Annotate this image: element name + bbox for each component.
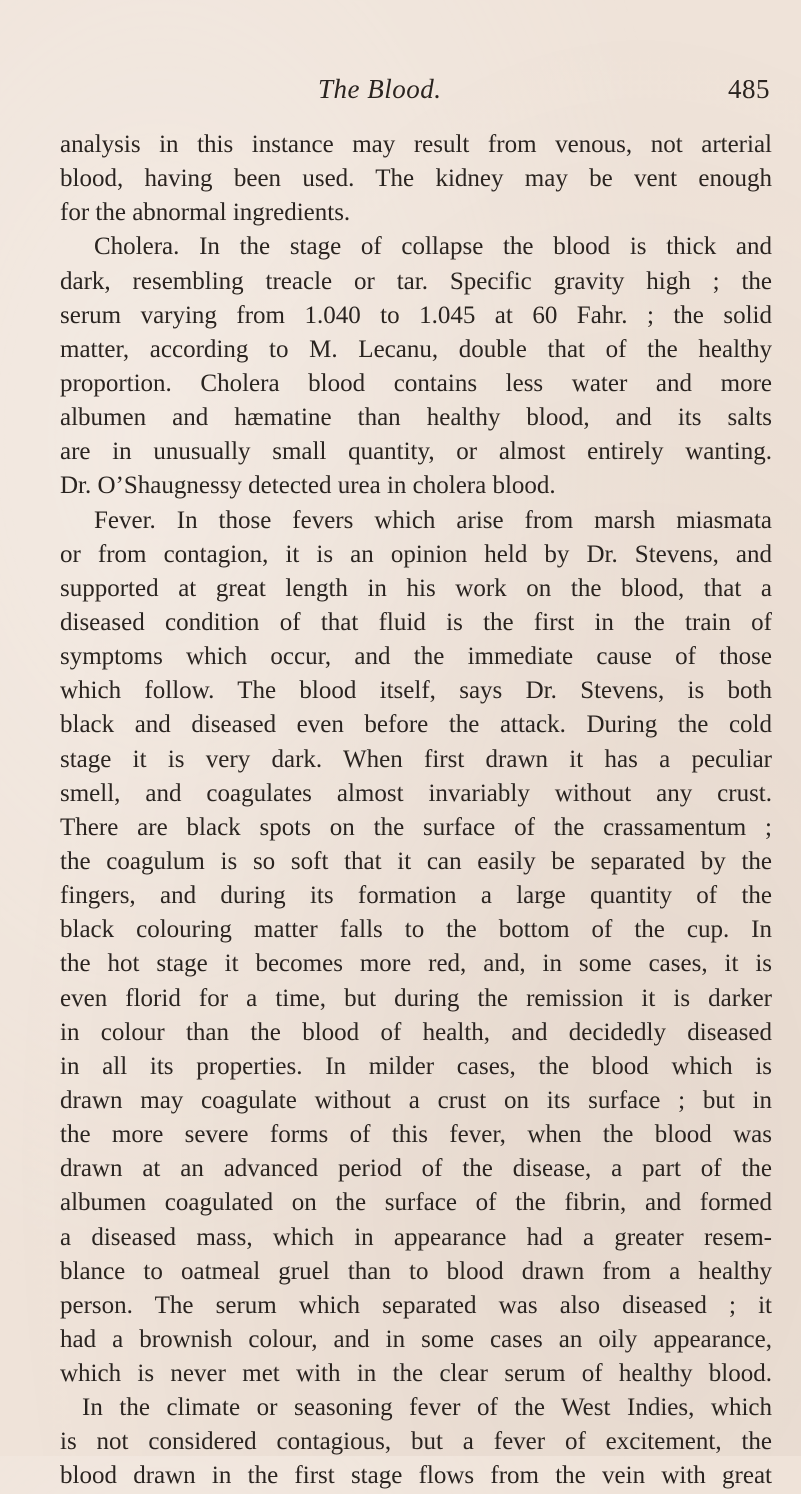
text-line: albumen coagulated on the surface of the fibrin, and formed [60,1189,772,1217]
text-line: which follow. The blood itself, says Dr. Stevens, is both [60,677,772,705]
text-line: had a brownish colour, and in some cases an oily appearance, [60,1325,772,1353]
text-line: is not considered contagious, but a fever of excitement, the [60,1428,772,1456]
text-line: blood drawn in the first stage flows from the vein with great [60,1462,772,1490]
text-line: dark, resembling treacle or tar. Specific gravity high ; the [60,267,772,295]
text-line: the coagulum is so soft that it can easily be separated by the [60,847,772,875]
text-line: analysis in this instance may result from venous, not arterial [60,131,772,158]
text-line: drawn at an advanced period of the disease, a part of the [60,1155,772,1183]
text-line: the more severe forms of this fever, when the blood was [60,1121,772,1149]
text-line: even florid for a time, but during the remission it is darker [60,984,772,1012]
text-line: Fever. In those fevers which arise from marsh miasmata [94,506,772,534]
text-line: smell, and coagulates almost invariably without any crust. [60,779,772,807]
text-line: black and diseased even before the attack. During the cold [60,711,772,739]
running-head-title: The Blood. [318,74,442,104]
page-number: 485 [728,74,770,104]
text-line: Dr. O’Shaugnessy detected urea in cholera blood. [60,472,556,500]
text-line: supported at great length in his work on the blood, that a [60,574,772,602]
text-line: There are black spots on the surface of the crassamentum ; [60,813,772,841]
text-line: are in unusually small quantity, or almost entirely wanting. [60,438,772,466]
text-line: for the abnormal ingredients. [60,199,351,227]
text-line: diseased condition of that fluid is the first in the train of [60,608,772,636]
running-head [60,74,770,114]
text-line: black colouring matter falls to the bottom of the cup. In [60,916,772,944]
text-line: stage it is very dark. When first drawn it has a peculiar [60,745,772,773]
text-line: fingers, and during its formation a large quantity of the [60,882,772,910]
text-line: proportion. Cholera blood contains less water and more [60,369,772,397]
text-line: a diseased mass, which in appearance had a greater resem- [60,1223,772,1251]
text-line: in colour than the blood of health, and decidedly diseased [60,1018,772,1046]
text-line: In the climate or seasoning fever of the West Indies, which [82,1394,772,1422]
text-line: person. The serum which separated was also diseased ; it [60,1291,772,1319]
text-line: blood, having been used. The kidney may be vent enough [60,165,772,193]
text-line: symptoms which occur, and the immediate cause of those [60,643,772,671]
body-text [60,128,772,1494]
text-line: albumen and hæmatine than healthy blood, and its salts [60,404,772,432]
text-line: serum varying from 1.040 to 1.045 at 60 Fahr. ; the solid [60,301,772,329]
text-line: Cholera. In the stage of collapse the blood is thick and [94,233,772,261]
text-line: blance to oatmeal gruel than to blood drawn from a healthy [60,1257,772,1285]
text-line: which is never met with in the clear serum of healthy blood. [60,1360,772,1388]
text-line: drawn may coagulate without a crust on its surface ; but in [60,1086,772,1114]
text-line: matter, according to M. Lecanu, double that of the healthy [60,335,772,363]
text-line: in all its properties. In milder cases, the blood which is [60,1052,772,1080]
text-line: the hot stage it becomes more red, and, in some cases, it is [60,950,772,978]
text-line: or from contagion, it is an opinion held by Dr. Stevens, and [60,540,772,568]
